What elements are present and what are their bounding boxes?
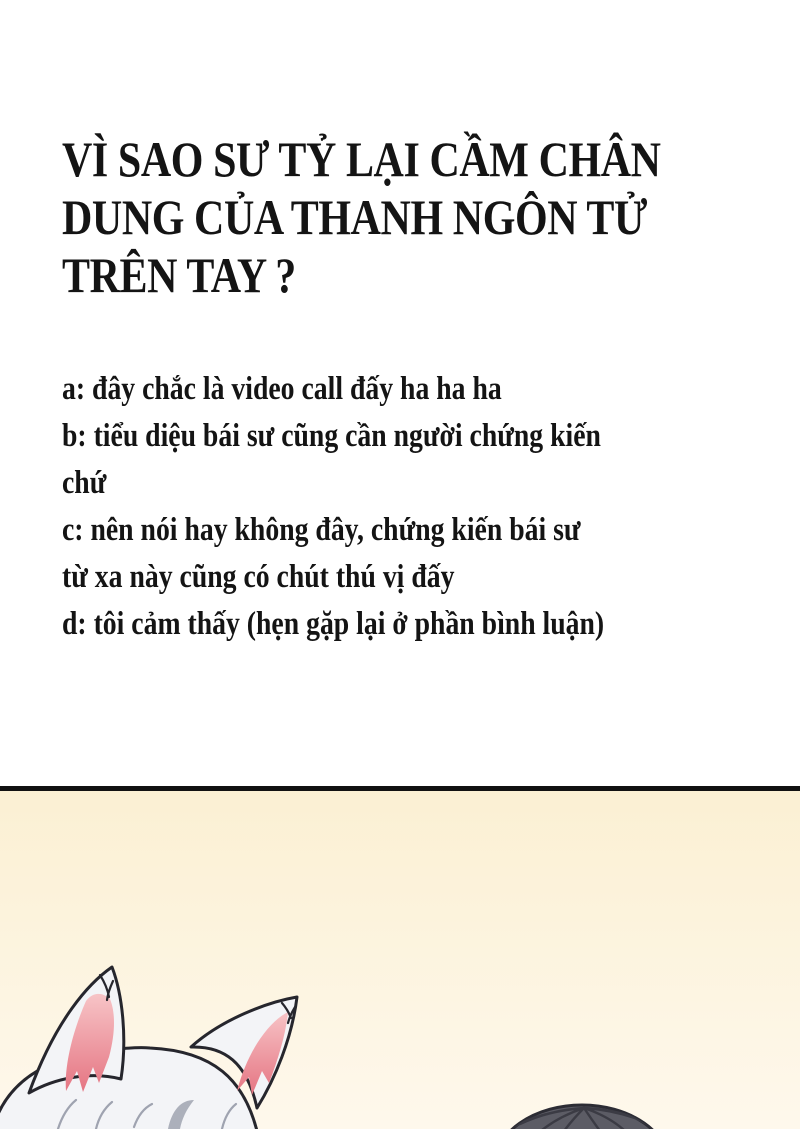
option-b-wrap: chứ	[62, 465, 107, 501]
title-line-1: VÌ SAO SƯ TỶ LẠI CẦM CHÂN	[62, 131, 661, 187]
option-a: a: đây chắc là video call đấy ha ha ha	[62, 371, 502, 407]
option-c: c: nên nói hay không đây, chứng kiến bái sư	[62, 512, 581, 548]
comic-panel-illustration	[0, 786, 800, 1129]
page-title	[62, 130, 775, 304]
panel-divider-line	[0, 786, 800, 791]
title-line-3: TRÊN TAY ?	[62, 247, 296, 303]
title-line-2: DUNG CỦA THANH NGÔN TỬ	[62, 189, 648, 245]
option-b: b: tiểu diệu bái sư cũng cần người chứng kiến	[62, 418, 601, 454]
option-c-wrap: từ xa này cũng có chút thú vị đấy	[62, 559, 455, 595]
answer-options	[62, 366, 707, 648]
option-d: d: tôi cảm thấy (hẹn gặp lại ở phần bình luận)	[62, 606, 605, 642]
